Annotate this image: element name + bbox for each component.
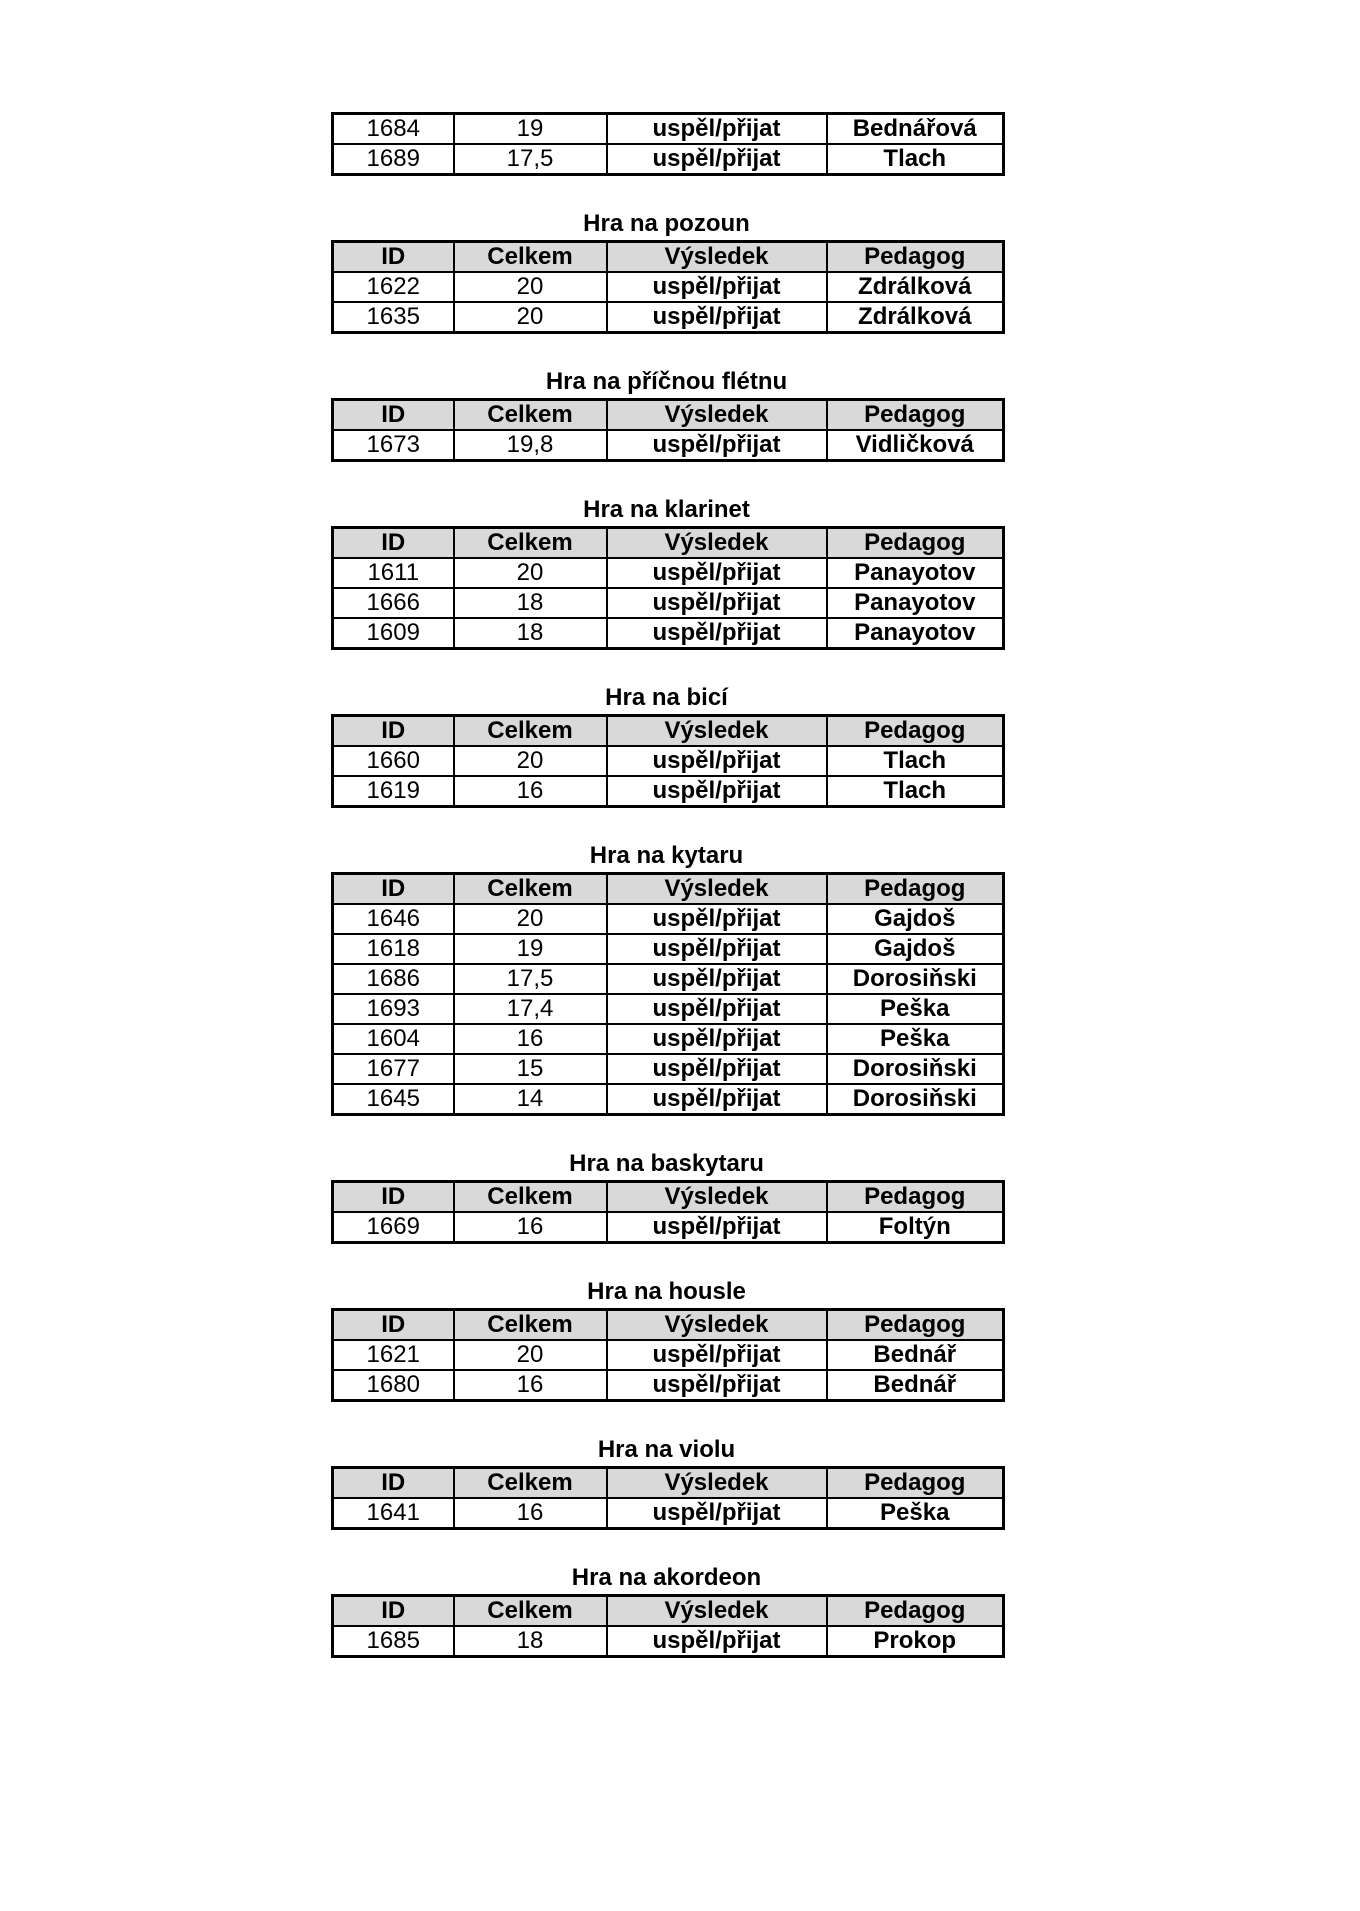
cell-vysledek: uspěl/přijat xyxy=(607,776,827,807)
header-id: ID xyxy=(333,242,454,273)
cell-id: 1666 xyxy=(333,588,454,618)
cell-pedagog: Dorosiňski xyxy=(827,964,1004,994)
header-row xyxy=(333,1468,1004,1499)
cell-pedagog: Gajdoš xyxy=(827,934,1004,964)
cell-vysledek: uspěl/přijat xyxy=(607,964,827,994)
cell-id: 1621 xyxy=(333,1340,454,1370)
header-vysledek: Výsledek xyxy=(607,1182,827,1213)
section-title: Hra na baskytaru xyxy=(569,1150,764,1177)
header-row xyxy=(333,400,1004,431)
cell-celkem: 18 xyxy=(454,588,607,618)
header-row xyxy=(333,1182,1004,1213)
header-vysledek: Výsledek xyxy=(607,1468,827,1499)
cell-vysledek: uspěl/přijat xyxy=(607,430,827,461)
cell-id: 1641 xyxy=(333,1498,454,1529)
cell-celkem: 20 xyxy=(454,904,607,934)
results-section xyxy=(331,366,1002,462)
section-spacer xyxy=(331,808,1002,840)
header-pedagog: Pedagog xyxy=(827,1596,1004,1627)
table-row xyxy=(333,302,1004,333)
cell-pedagog: Bednářová xyxy=(827,114,1004,145)
cell-id: 1686 xyxy=(333,964,454,994)
section-spacer xyxy=(331,1244,1002,1276)
table-row xyxy=(333,1084,1004,1115)
header-pedagog: Pedagog xyxy=(827,1182,1004,1213)
header-id: ID xyxy=(333,1182,454,1213)
table-row xyxy=(333,1054,1004,1084)
cell-id: 1645 xyxy=(333,1084,454,1115)
results-section xyxy=(331,1562,1002,1658)
cell-vysledek: uspěl/přijat xyxy=(607,114,827,145)
header-pedagog: Pedagog xyxy=(827,874,1004,905)
header-pedagog: Pedagog xyxy=(827,1310,1004,1341)
section-spacer xyxy=(331,1530,1002,1562)
section-title: Hra na violu xyxy=(597,1436,736,1463)
table-row xyxy=(333,776,1004,807)
header-pedagog: Pedagog xyxy=(827,528,1004,559)
cell-vysledek: uspěl/přijat xyxy=(607,1054,827,1084)
header-pedagog: Pedagog xyxy=(827,400,1004,431)
cell-pedagog: Panayotov xyxy=(827,588,1004,618)
cell-pedagog: Panayotov xyxy=(827,618,1004,649)
cell-vysledek: uspěl/přijat xyxy=(607,1498,827,1529)
header-vysledek: Výsledek xyxy=(607,1310,827,1341)
header-celkem: Celkem xyxy=(454,400,607,431)
cell-celkem: 15 xyxy=(454,1054,607,1084)
document-page xyxy=(331,112,1002,1658)
table-row xyxy=(333,1370,1004,1401)
cell-id: 1618 xyxy=(333,934,454,964)
cell-vysledek: uspěl/přijat xyxy=(607,302,827,333)
cell-vysledek: uspěl/přijat xyxy=(607,1370,827,1401)
cell-celkem: 20 xyxy=(454,302,607,333)
cell-pedagog: Vidličková xyxy=(827,430,1004,461)
cell-celkem: 20 xyxy=(454,746,607,776)
cell-id: 1684 xyxy=(333,114,454,145)
table-row xyxy=(333,1024,1004,1054)
cell-pedagog: Peška xyxy=(827,1498,1004,1529)
header-row xyxy=(333,528,1004,559)
cell-vysledek: uspěl/přijat xyxy=(607,588,827,618)
results-section xyxy=(331,1276,1002,1402)
cell-id: 1622 xyxy=(333,272,454,302)
cell-pedagog: Bednář xyxy=(827,1370,1004,1401)
cell-id: 1660 xyxy=(333,746,454,776)
cell-id: 1689 xyxy=(333,144,454,175)
table-row xyxy=(333,904,1004,934)
results-table xyxy=(331,714,1005,808)
results-table xyxy=(331,1466,1005,1530)
cell-vysledek: uspěl/přijat xyxy=(607,1626,827,1657)
cell-celkem: 16 xyxy=(454,776,607,807)
header-celkem: Celkem xyxy=(454,1310,607,1341)
results-section xyxy=(331,840,1002,1116)
cell-celkem: 19 xyxy=(454,114,607,145)
cell-vysledek: uspěl/přijat xyxy=(607,558,827,588)
header-celkem: Celkem xyxy=(454,874,607,905)
cell-id: 1609 xyxy=(333,618,454,649)
results-section xyxy=(331,208,1002,334)
section-title: Hra na klarinet xyxy=(583,496,750,523)
cell-vysledek: uspěl/přijat xyxy=(607,904,827,934)
cell-celkem: 20 xyxy=(454,1340,607,1370)
cell-celkem: 19 xyxy=(454,934,607,964)
cell-celkem: 16 xyxy=(454,1212,607,1243)
sections-container xyxy=(331,176,1002,1658)
cell-id: 1685 xyxy=(333,1626,454,1657)
cell-pedagog: Zdrálková xyxy=(827,272,1004,302)
header-vysledek: Výsledek xyxy=(607,242,827,273)
cell-celkem: 19,8 xyxy=(454,430,607,461)
cell-id: 1635 xyxy=(333,302,454,333)
table-row xyxy=(333,964,1004,994)
section-spacer xyxy=(331,1402,1002,1434)
cell-vysledek: uspěl/přijat xyxy=(607,272,827,302)
header-celkem: Celkem xyxy=(454,242,607,273)
cell-pedagog: Foltýn xyxy=(827,1212,1004,1243)
table-row xyxy=(333,1626,1004,1657)
cell-celkem: 14 xyxy=(454,1084,607,1115)
table-row xyxy=(333,430,1004,461)
results-table xyxy=(331,398,1005,462)
results-table xyxy=(331,240,1005,334)
cell-pedagog: Prokop xyxy=(827,1626,1004,1657)
cell-celkem: 20 xyxy=(454,558,607,588)
cell-vysledek: uspěl/přijat xyxy=(607,1024,827,1054)
header-id: ID xyxy=(333,1596,454,1627)
results-section xyxy=(331,494,1002,650)
table-row xyxy=(333,144,1004,175)
table-row xyxy=(333,588,1004,618)
header-row xyxy=(333,242,1004,273)
table-row xyxy=(333,994,1004,1024)
cell-celkem: 20 xyxy=(454,272,607,302)
header-vysledek: Výsledek xyxy=(607,528,827,559)
section-spacer xyxy=(331,462,1002,494)
continuation-table xyxy=(331,112,1005,176)
results-table xyxy=(331,526,1005,650)
cell-pedagog: Dorosiňski xyxy=(827,1084,1004,1115)
table-row xyxy=(333,1498,1004,1529)
header-id: ID xyxy=(333,874,454,905)
header-celkem: Celkem xyxy=(454,1596,607,1627)
cell-celkem: 16 xyxy=(454,1370,607,1401)
cell-vysledek: uspěl/přijat xyxy=(607,1212,827,1243)
cell-id: 1673 xyxy=(333,430,454,461)
cell-pedagog: Peška xyxy=(827,1024,1004,1054)
cell-pedagog: Tlach xyxy=(827,776,1004,807)
cell-vysledek: uspěl/přijat xyxy=(607,618,827,649)
table-row xyxy=(333,114,1004,145)
cell-celkem: 18 xyxy=(454,618,607,649)
section-title: Hra na akordeon xyxy=(571,1564,762,1591)
results-table xyxy=(331,1308,1005,1402)
section-spacer xyxy=(331,176,1002,208)
cell-pedagog: Peška xyxy=(827,994,1004,1024)
header-pedagog: Pedagog xyxy=(827,1468,1004,1499)
cell-pedagog: Tlach xyxy=(827,144,1004,175)
section-title: Hra na kytaru xyxy=(589,842,744,869)
header-pedagog: Pedagog xyxy=(827,716,1004,747)
results-section xyxy=(331,682,1002,808)
cell-id: 1611 xyxy=(333,558,454,588)
cell-celkem: 17,5 xyxy=(454,964,607,994)
section-spacer xyxy=(331,1116,1002,1148)
cell-id: 1680 xyxy=(333,1370,454,1401)
cell-celkem: 17,5 xyxy=(454,144,607,175)
header-celkem: Celkem xyxy=(454,1468,607,1499)
results-table xyxy=(331,1594,1005,1658)
cell-vysledek: uspěl/přijat xyxy=(607,746,827,776)
cell-vysledek: uspěl/přijat xyxy=(607,994,827,1024)
table-row xyxy=(333,272,1004,302)
cell-vysledek: uspěl/přijat xyxy=(607,1340,827,1370)
cell-vysledek: uspěl/přijat xyxy=(607,1084,827,1115)
header-row xyxy=(333,1596,1004,1627)
cell-id: 1693 xyxy=(333,994,454,1024)
cell-id: 1619 xyxy=(333,776,454,807)
results-table xyxy=(331,1180,1005,1244)
cell-id: 1604 xyxy=(333,1024,454,1054)
header-celkem: Celkem xyxy=(454,716,607,747)
header-id: ID xyxy=(333,528,454,559)
cell-pedagog: Dorosiňski xyxy=(827,1054,1004,1084)
cell-id: 1669 xyxy=(333,1212,454,1243)
table-row xyxy=(333,1212,1004,1243)
table-row xyxy=(333,934,1004,964)
header-vysledek: Výsledek xyxy=(607,716,827,747)
cell-id: 1646 xyxy=(333,904,454,934)
header-id: ID xyxy=(333,1310,454,1341)
cell-vysledek: uspěl/přijat xyxy=(607,934,827,964)
header-row xyxy=(333,716,1004,747)
cell-id: 1677 xyxy=(333,1054,454,1084)
header-vysledek: Výsledek xyxy=(607,874,827,905)
table-row xyxy=(333,746,1004,776)
table-row xyxy=(333,1340,1004,1370)
results-table xyxy=(331,872,1005,1116)
header-id: ID xyxy=(333,400,454,431)
header-row xyxy=(333,1310,1004,1341)
header-id: ID xyxy=(333,716,454,747)
cell-pedagog: Bednář xyxy=(827,1340,1004,1370)
header-vysledek: Výsledek xyxy=(607,400,827,431)
header-celkem: Celkem xyxy=(454,528,607,559)
cell-pedagog: Panayotov xyxy=(827,558,1004,588)
cell-celkem: 17,4 xyxy=(454,994,607,1024)
header-pedagog: Pedagog xyxy=(827,242,1004,273)
header-id: ID xyxy=(333,1468,454,1499)
cell-celkem: 16 xyxy=(454,1498,607,1529)
cell-pedagog: Gajdoš xyxy=(827,904,1004,934)
section-spacer xyxy=(331,650,1002,682)
table-row xyxy=(333,558,1004,588)
header-vysledek: Výsledek xyxy=(607,1596,827,1627)
table-row xyxy=(333,618,1004,649)
header-celkem: Celkem xyxy=(454,1182,607,1213)
section-spacer xyxy=(331,334,1002,366)
header-row xyxy=(333,874,1004,905)
section-title: Hra na bicí xyxy=(605,684,728,711)
cell-pedagog: Tlach xyxy=(827,746,1004,776)
results-section xyxy=(331,1148,1002,1244)
section-title: Hra na housle xyxy=(587,1278,746,1305)
section-title: Hra na pozoun xyxy=(583,210,750,237)
results-section xyxy=(331,1434,1002,1530)
cell-vysledek: uspěl/přijat xyxy=(607,144,827,175)
cell-celkem: 16 xyxy=(454,1024,607,1054)
cell-pedagog: Zdrálková xyxy=(827,302,1004,333)
section-title: Hra na příčnou flétnu xyxy=(545,368,788,395)
cell-celkem: 18 xyxy=(454,1626,607,1657)
